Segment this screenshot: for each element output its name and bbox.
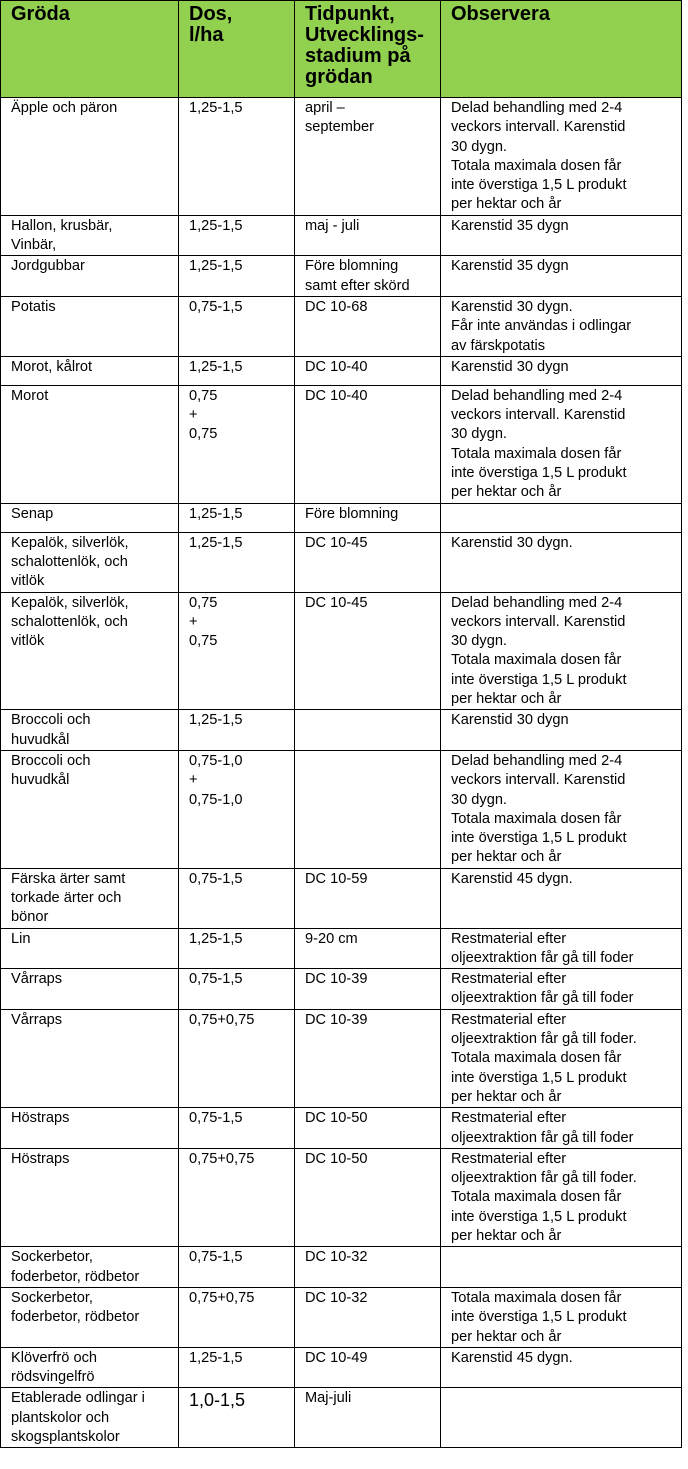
header-text-line: l/ha <box>189 24 224 46</box>
cell-timing <box>295 710 441 751</box>
cell-timing <box>295 215 441 256</box>
cell-timing <box>295 385 441 503</box>
cell-text-line: Totala maximala dosen får <box>451 157 622 174</box>
cell-dose <box>179 750 295 868</box>
cell-text-line: inte överstiga 1,5 L produkt <box>451 1309 627 1326</box>
cell-timing <box>295 98 441 216</box>
cell-text-line: 1,25-1,5 <box>189 258 243 275</box>
header-timing <box>295 1 441 98</box>
cell-text-line: Kepalök, silverlök, <box>11 534 129 551</box>
cell-text-line: oljeextraktion får gå till foder <box>451 949 634 966</box>
cell-timing <box>295 868 441 928</box>
table-row <box>1 1108 682 1149</box>
table-row <box>1 1009 682 1107</box>
table-row <box>1 1347 682 1388</box>
cell-crop <box>1 750 179 868</box>
cell-text-line: Karenstid 30 dygn. <box>451 534 573 551</box>
cell-notes <box>441 750 682 868</box>
cell-text-line: inte överstiga 1,5 L produkt <box>451 465 627 482</box>
cell-text-line: veckors intervall. Karenstid <box>451 772 626 789</box>
table-row <box>1 868 682 928</box>
cell-text-line: 0,75-1,5 <box>189 1110 243 1127</box>
cell-text-line: 0,75-1,0 <box>189 791 243 808</box>
cell-text-line: torkade ärter och <box>11 889 122 906</box>
header-crop <box>1 1 179 98</box>
cell-text-line: Totala maximala dosen får <box>451 445 622 462</box>
cell-crop <box>1 1247 179 1288</box>
cell-text-line: Restmaterial efter <box>451 930 567 947</box>
cell-text-line: oljeextraktion får gå till foder <box>451 990 634 1007</box>
cell-text-line: samt efter skörd <box>305 277 410 294</box>
cell-dose <box>179 503 295 532</box>
cell-dose <box>179 969 295 1010</box>
cell-timing <box>295 1009 441 1107</box>
cell-notes <box>441 385 682 503</box>
cell-dose <box>179 256 295 297</box>
cell-text-line: Äpple och päron <box>11 100 118 116</box>
cell-crop <box>1 1108 179 1149</box>
cell-notes <box>441 1347 682 1388</box>
cell-notes <box>441 1287 682 1347</box>
cell-text-line: Senap <box>11 505 54 522</box>
cell-crop <box>1 928 179 969</box>
cell-text-line: 0,75 <box>189 426 218 443</box>
cell-crop <box>1 1009 179 1107</box>
cell-dose <box>179 1009 295 1107</box>
cell-notes <box>441 928 682 969</box>
cell-notes <box>441 356 682 385</box>
cell-text-line: DC 10-39 <box>305 971 368 988</box>
cell-text-line: veckors intervall. Karenstid <box>451 407 626 424</box>
cell-dose <box>179 1148 295 1246</box>
cell-notes <box>441 256 682 297</box>
cell-text-line: Vårraps <box>11 1011 63 1028</box>
header-text-line: Gröda <box>11 3 70 25</box>
cell-notes <box>441 1148 682 1246</box>
cell-text-line: 1,25-1,5 <box>189 712 243 729</box>
cell-text-line: foderbetor, rödbetor <box>11 1268 140 1285</box>
cell-crop <box>1 592 179 710</box>
cell-text-line: Karenstid 30 dygn <box>451 712 569 729</box>
cell-text-line: Delad behandling med 2-4 <box>451 594 623 611</box>
cell-text-line: Etablerade odlingar i <box>11 1390 145 1407</box>
cell-text-line: per hektar och år <box>451 484 562 501</box>
cell-crop <box>1 1148 179 1246</box>
table-body <box>1 98 682 1448</box>
cell-dose <box>179 592 295 710</box>
cell-text-line: DC 10-40 <box>305 358 368 375</box>
cell-dose <box>179 532 295 592</box>
header-text-line: stadium på <box>305 45 411 67</box>
cell-text-line: Totala maximala dosen får <box>451 1189 622 1206</box>
cell-text-line: schalottenlök, och <box>11 613 128 630</box>
cell-text-line: Karenstid 45 dygn. <box>451 870 573 887</box>
header-text-line: Observera <box>451 3 550 25</box>
cell-text-line: per hektar och år <box>451 196 562 213</box>
cell-text-line: 1,25-1,5 <box>189 1349 243 1366</box>
header-text-line: grödan <box>305 66 373 88</box>
cell-text-line: oljeextraktion får gå till foder. <box>451 1170 637 1187</box>
cell-text-line: DC 10-40 <box>305 387 368 404</box>
table-row <box>1 1388 682 1448</box>
cell-text-line: foderbetor, rödbetor <box>11 1309 140 1326</box>
cell-text-line: DC 10-50 <box>305 1110 368 1127</box>
cell-crop <box>1 356 179 385</box>
cell-text-line: vitlök <box>11 573 45 590</box>
cell-text-line: 1,25-1,5 <box>189 217 243 234</box>
cell-text-line: Broccoli och <box>11 712 91 729</box>
cell-dose <box>179 1108 295 1149</box>
table-row <box>1 928 682 969</box>
cell-text-line: DC 10-59 <box>305 870 368 887</box>
cell-notes <box>441 969 682 1010</box>
table-row <box>1 356 682 385</box>
table-row <box>1 385 682 503</box>
header-text-line: Tidpunkt, <box>305 3 395 25</box>
cell-text-line: Restmaterial efter <box>451 1110 567 1127</box>
cell-dose <box>179 710 295 751</box>
cell-text-line: Karenstid 30 dygn. <box>451 298 573 315</box>
cell-text-line: bönor <box>11 909 49 926</box>
cell-crop <box>1 710 179 751</box>
cell-text-line: Totala maximala dosen får <box>451 652 622 669</box>
cell-dose <box>179 1247 295 1288</box>
cell-notes <box>441 98 682 216</box>
cell-text-line: Karenstid 35 dygn <box>451 217 569 234</box>
table-row <box>1 1247 682 1288</box>
cell-text-line: Delad behandling med 2-4 <box>451 387 623 404</box>
cell-notes <box>441 1009 682 1107</box>
cell-notes <box>441 710 682 751</box>
cell-text-line: 1,25-1,5 <box>189 534 243 551</box>
cell-text-line: Sockerbetor, <box>11 1289 93 1306</box>
cell-timing <box>295 1148 441 1246</box>
cell-text-line: veckors intervall. Karenstid <box>451 613 626 630</box>
cell-notes <box>441 503 682 532</box>
cell-text-line: 1,0-1,5 <box>189 1390 246 1411</box>
cell-text-line: Höstraps <box>11 1150 70 1167</box>
cell-text-line: Maj-juli <box>305 1390 352 1407</box>
table-row <box>1 969 682 1010</box>
cell-text-line: DC 10-39 <box>305 1011 368 1028</box>
cell-text-line: DC 10-49 <box>305 1349 368 1366</box>
cell-notes <box>441 215 682 256</box>
cell-text-line: Vinbär, <box>11 237 57 254</box>
cell-crop <box>1 1388 179 1448</box>
cell-text-line: Jordgubbar <box>11 258 85 275</box>
cell-dose <box>179 215 295 256</box>
table-row <box>1 1287 682 1347</box>
cell-crop <box>1 296 179 356</box>
cell-text-line: + <box>189 613 198 630</box>
cell-crop <box>1 1287 179 1347</box>
cell-text-line: huvudkål <box>11 772 70 789</box>
cell-text-line: DC 10-45 <box>305 534 368 551</box>
cell-text-line: Karenstid 30 dygn <box>451 358 569 375</box>
cell-text-line: + <box>189 772 198 789</box>
cell-text-line: per hektar och år <box>451 849 562 866</box>
cell-crop <box>1 532 179 592</box>
cell-text-line: Potatis <box>11 298 56 315</box>
cell-dose <box>179 1347 295 1388</box>
header-row <box>1 1 682 98</box>
cell-text-line: Sockerbetor, <box>11 1249 93 1266</box>
cell-text-line: Höstraps <box>11 1110 70 1127</box>
cell-timing <box>295 1247 441 1288</box>
cell-text-line: vitlök <box>11 633 45 650</box>
cell-text-line: Karenstid 35 dygn <box>451 258 569 275</box>
table-row <box>1 592 682 710</box>
cell-text-line: Broccoli och <box>11 752 91 769</box>
cell-crop <box>1 98 179 216</box>
cell-text-line: april – <box>305 100 345 116</box>
cell-text-line: Restmaterial efter <box>451 1011 567 1028</box>
cell-text-line: Får inte användas i odlingar <box>451 318 632 335</box>
cell-text-line: huvudkål <box>11 731 70 748</box>
header-text-line: Utvecklings- <box>305 24 424 46</box>
cell-text-line: Restmaterial efter <box>451 971 567 988</box>
cell-text-line: Klöverfrö och <box>11 1349 97 1366</box>
cell-timing <box>295 256 441 297</box>
cell-text-line: Före blomning <box>305 258 399 275</box>
cell-text-line: Totala maximala dosen får <box>451 1289 622 1306</box>
table-row <box>1 215 682 256</box>
cell-text-line: per hektar och år <box>451 1088 562 1105</box>
cell-text-line: 0,75+0,75 <box>189 1011 255 1028</box>
table-row <box>1 1148 682 1246</box>
cell-text-line: Färska ärter samt <box>11 870 126 887</box>
cell-timing <box>295 296 441 356</box>
cell-text-line: Restmaterial efter <box>451 1150 567 1167</box>
cell-text-line: 0,75 <box>189 387 218 404</box>
cell-text-line: Totala maximala dosen får <box>451 810 622 827</box>
cell-timing <box>295 592 441 710</box>
cell-text-line: 0,75-1,5 <box>189 971 243 988</box>
cell-text-line: Karenstid 45 dygn. <box>451 1349 573 1366</box>
cell-dose <box>179 928 295 969</box>
cell-text-line: Delad behandling med 2-4 <box>451 752 623 769</box>
cell-text-line: plantskolor och <box>11 1409 110 1426</box>
cell-dose <box>179 98 295 216</box>
cell-text-line: DC 10-32 <box>305 1249 368 1266</box>
cell-crop <box>1 256 179 297</box>
cell-timing <box>295 1347 441 1388</box>
cell-text-line: 30 dygn. <box>451 633 507 650</box>
cell-text-line: 9-20 cm <box>305 930 358 947</box>
cell-text-line: 30 dygn. <box>451 426 507 443</box>
cell-text-line: Morot, kålrot <box>11 358 93 375</box>
cell-text-line: 0,75-1,5 <box>189 870 243 887</box>
cell-text-line: DC 10-45 <box>305 594 368 611</box>
cell-notes <box>441 1388 682 1448</box>
cell-dose <box>179 1287 295 1347</box>
cell-text-line: oljeextraktion får gå till foder <box>451 1129 634 1146</box>
cell-text-line: rödsvingelfrö <box>11 1369 95 1386</box>
cell-text-line: inte överstiga 1,5 L produkt <box>451 1208 627 1225</box>
cell-text-line: inte överstiga 1,5 L produkt <box>451 1069 627 1086</box>
cell-dose <box>179 1388 295 1448</box>
cell-text-line: inte överstiga 1,5 L produkt <box>451 671 627 688</box>
cell-timing <box>295 1388 441 1448</box>
cell-text-line: skogsplantskolor <box>11 1429 120 1445</box>
cell-text-line: + <box>189 407 198 424</box>
cell-notes <box>441 532 682 592</box>
table-row <box>1 710 682 751</box>
cell-text-line: 1,25-1,5 <box>189 930 243 947</box>
cell-dose <box>179 868 295 928</box>
cell-text-line: Lin <box>11 930 31 947</box>
table-row <box>1 503 682 532</box>
cell-text-line: av färskpotatis <box>451 337 546 354</box>
cell-timing <box>295 750 441 868</box>
cell-text-line: veckors intervall. Karenstid <box>451 119 626 136</box>
cell-text-line: maj - juli <box>305 217 360 234</box>
cell-text-line: per hektar och år <box>451 1228 562 1245</box>
cell-text-line: 0,75-1,5 <box>189 1249 243 1266</box>
cell-text-line: per hektar och år <box>451 691 562 708</box>
cell-timing <box>295 928 441 969</box>
cell-text-line: 0,75-1,5 <box>189 298 243 315</box>
cell-text-line: Hallon, krusbär, <box>11 217 113 234</box>
cell-crop <box>1 1347 179 1388</box>
cell-text-line: september <box>305 119 374 136</box>
cell-notes <box>441 296 682 356</box>
cell-text-line: per hektar och år <box>451 1328 562 1345</box>
cell-text-line: schalottenlök, och <box>11 553 128 570</box>
cell-timing <box>295 532 441 592</box>
cell-text-line: inte överstiga 1,5 L produkt <box>451 830 627 847</box>
cell-text-line: oljeextraktion får gå till foder. <box>451 1031 637 1048</box>
cell-text-line: inte överstiga 1,5 L produkt <box>451 177 627 194</box>
cell-text-line: DC 10-50 <box>305 1150 368 1167</box>
table-row <box>1 98 682 216</box>
cell-text-line: DC 10-68 <box>305 298 368 315</box>
cell-text-line: Före blomning <box>305 505 399 522</box>
cell-notes <box>441 1108 682 1149</box>
cell-text-line: 30 dygn. <box>451 791 507 808</box>
cell-timing <box>295 1108 441 1149</box>
table-row <box>1 296 682 356</box>
cell-crop <box>1 215 179 256</box>
cell-text-line: 0,75-1,0 <box>189 752 243 769</box>
cell-dose <box>179 296 295 356</box>
cell-text-line: 0,75+0,75 <box>189 1289 255 1306</box>
cell-timing <box>295 969 441 1010</box>
cell-text-line: Totala maximala dosen får <box>451 1050 622 1067</box>
cell-text-line: Vårraps <box>11 971 63 988</box>
cell-text-line: 30 dygn. <box>451 138 507 155</box>
cell-text-line: 1,25-1,5 <box>189 505 243 522</box>
cell-notes <box>441 868 682 928</box>
cell-dose <box>179 356 295 385</box>
header-dose <box>179 1 295 98</box>
cell-text-line: Delad behandling med 2-4 <box>451 100 623 116</box>
table-row <box>1 256 682 297</box>
cell-text-line: 1,25-1,5 <box>189 358 243 375</box>
cell-timing <box>295 1287 441 1347</box>
header-notes <box>441 1 682 98</box>
cell-text-line: 0,75+0,75 <box>189 1150 255 1167</box>
cell-text-line: 0,75 <box>189 594 218 611</box>
cell-text-line: 1,25-1,5 <box>189 100 243 116</box>
cell-notes <box>441 592 682 710</box>
header-text-line: Dos, <box>189 3 233 25</box>
cell-crop <box>1 969 179 1010</box>
cell-text-line: DC 10-32 <box>305 1289 368 1306</box>
cell-crop <box>1 385 179 503</box>
cell-text-line: Morot <box>11 387 49 404</box>
cell-timing <box>295 503 441 532</box>
cell-dose <box>179 385 295 503</box>
cell-crop <box>1 868 179 928</box>
cell-text-line: Kepalök, silverlök, <box>11 594 129 611</box>
cell-timing <box>295 356 441 385</box>
cell-text-line: 0,75 <box>189 633 218 650</box>
cell-notes <box>441 1247 682 1288</box>
cell-crop <box>1 503 179 532</box>
table-row <box>1 750 682 868</box>
table-row <box>1 532 682 592</box>
